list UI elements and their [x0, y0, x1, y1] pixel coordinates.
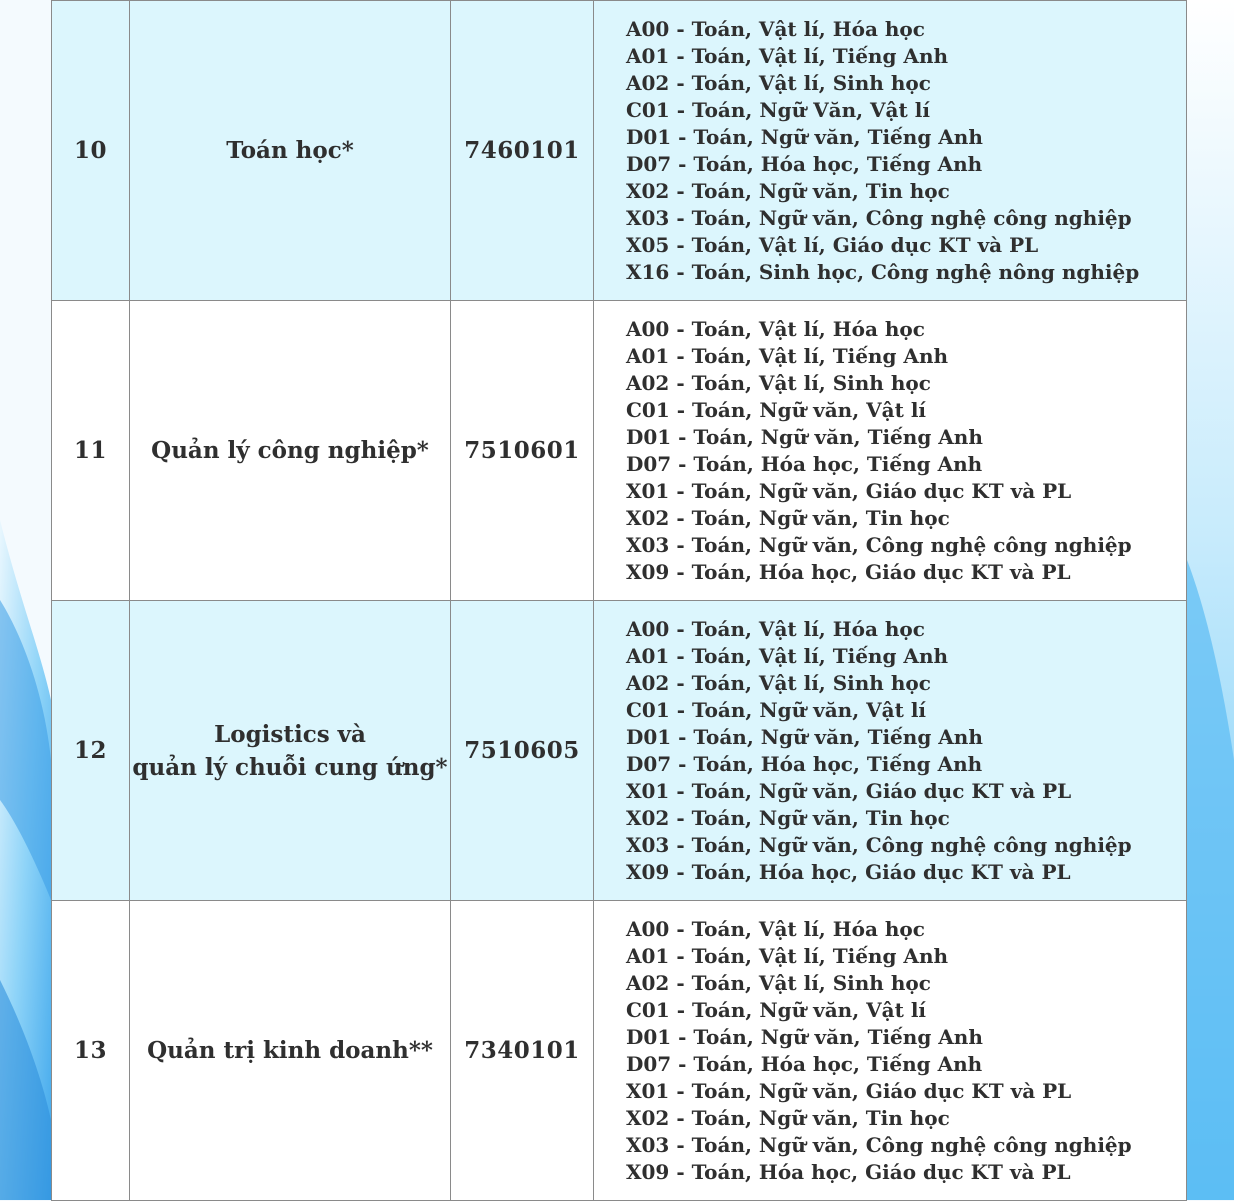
- combination-item: X16 - Toán, Sinh học, Công nghệ nông nghiệp: [626, 259, 1140, 284]
- subject-combinations: [594, 1, 1187, 301]
- combination-item: X03 - Toán, Ngữ văn, Công nghệ công nghiệp: [626, 1132, 1132, 1157]
- major-name-line: Logistics và: [214, 720, 366, 748]
- table-row: [52, 601, 1187, 901]
- row-number: 12: [52, 601, 130, 901]
- table-row: [52, 301, 1187, 601]
- subject-combinations: [594, 901, 1187, 1201]
- major-name: [130, 1, 451, 301]
- combination-item: C01 - Toán, Ngữ văn, Vật lí: [626, 997, 927, 1022]
- combination-item: A01 - Toán, Vật lí, Tiếng Anh: [626, 43, 949, 68]
- combination-item: X01 - Toán, Ngữ văn, Giáo dục KT và PL: [626, 1078, 1072, 1103]
- combination-item: D01 - Toán, Ngữ văn, Tiếng Anh: [626, 1024, 983, 1049]
- combination-item: D07 - Toán, Hóa học, Tiếng Anh: [626, 1051, 983, 1076]
- table-row: [52, 901, 1187, 1201]
- combination-item: D01 - Toán, Ngữ văn, Tiếng Anh: [626, 424, 983, 449]
- major-name-line: quản lý chuỗi cung ứng*: [132, 753, 448, 781]
- majors-table-container: [51, 0, 1187, 1200]
- major-name-line: Quản trị kinh doanh**: [147, 1037, 433, 1064]
- row-number: 10: [52, 1, 130, 301]
- combination-item: C01 - Toán, Ngữ văn, Vật lí: [626, 397, 927, 422]
- combination-item: X03 - Toán, Ngữ văn, Công nghệ công nghiệp: [626, 532, 1132, 557]
- combination-item: X09 - Toán, Hóa học, Giáo dục KT và PL: [626, 1159, 1071, 1184]
- combination-item: A00 - Toán, Vật lí, Hóa học: [626, 16, 925, 41]
- major-code: 7510601: [451, 301, 594, 601]
- combination-item: A02 - Toán, Vật lí, Sinh học: [626, 970, 931, 995]
- major-name-line: Toán học*: [226, 137, 354, 164]
- combination-item: X03 - Toán, Ngữ văn, Công nghệ công nghiệp: [626, 832, 1132, 857]
- combination-item: X02 - Toán, Ngữ văn, Tin học: [626, 178, 950, 203]
- combination-item: A00 - Toán, Vật lí, Hóa học: [626, 916, 925, 941]
- combination-item: X02 - Toán, Ngữ văn, Tin học: [626, 805, 950, 830]
- row-number: 11: [52, 301, 130, 601]
- subject-combinations: [594, 301, 1187, 601]
- combination-item: X02 - Toán, Ngữ văn, Tin học: [626, 1105, 950, 1130]
- combination-item: X01 - Toán, Ngữ văn, Giáo dục KT và PL: [626, 778, 1072, 803]
- combination-item: A01 - Toán, Vật lí, Tiếng Anh: [626, 343, 949, 368]
- combination-item: D07 - Toán, Hóa học, Tiếng Anh: [626, 451, 983, 476]
- combination-item: A02 - Toán, Vật lí, Sinh học: [626, 670, 931, 695]
- combination-item: C01 - Toán, Ngữ văn, Vật lí: [626, 697, 927, 722]
- combination-item: X02 - Toán, Ngữ văn, Tin học: [626, 505, 950, 530]
- major-code: 7340101: [451, 901, 594, 1201]
- combination-item: D07 - Toán, Hóa học, Tiếng Anh: [626, 751, 983, 776]
- combination-item: A01 - Toán, Vật lí, Tiếng Anh: [626, 943, 949, 968]
- combination-item: X05 - Toán, Vật lí, Giáo dục KT và PL: [626, 232, 1039, 257]
- combination-item: A01 - Toán, Vật lí, Tiếng Anh: [626, 643, 949, 668]
- combination-item: A00 - Toán, Vật lí, Hóa học: [626, 316, 925, 341]
- major-code: 7510605: [451, 601, 594, 901]
- major-name: [130, 901, 451, 1201]
- combination-item: A00 - Toán, Vật lí, Hóa học: [626, 616, 925, 641]
- combination-item: A02 - Toán, Vật lí, Sinh học: [626, 370, 931, 395]
- combination-item: X03 - Toán, Ngữ văn, Công nghệ công nghiệp: [626, 205, 1132, 230]
- combination-item: D01 - Toán, Ngữ văn, Tiếng Anh: [626, 724, 983, 749]
- major-name-line: Quản lý công nghiệp*: [151, 437, 429, 464]
- combination-item: X09 - Toán, Hóa học, Giáo dục KT và PL: [626, 859, 1071, 884]
- combination-item: C01 - Toán, Ngữ Văn, Vật lí: [626, 97, 930, 122]
- combination-item: A02 - Toán, Vật lí, Sinh học: [626, 70, 931, 95]
- majors-table: [51, 0, 1187, 1201]
- combination-item: X09 - Toán, Hóa học, Giáo dục KT và PL: [626, 559, 1071, 584]
- combination-item: D01 - Toán, Ngữ văn, Tiếng Anh: [626, 124, 983, 149]
- subject-combinations: [594, 601, 1187, 901]
- major-name: [130, 601, 451, 901]
- major-name: [130, 301, 451, 601]
- major-code: 7460101: [451, 1, 594, 301]
- combination-item: X01 - Toán, Ngữ văn, Giáo dục KT và PL: [626, 478, 1072, 503]
- row-number: 13: [52, 901, 130, 1201]
- combination-item: D07 - Toán, Hóa học, Tiếng Anh: [626, 151, 983, 176]
- table-row: [52, 1, 1187, 301]
